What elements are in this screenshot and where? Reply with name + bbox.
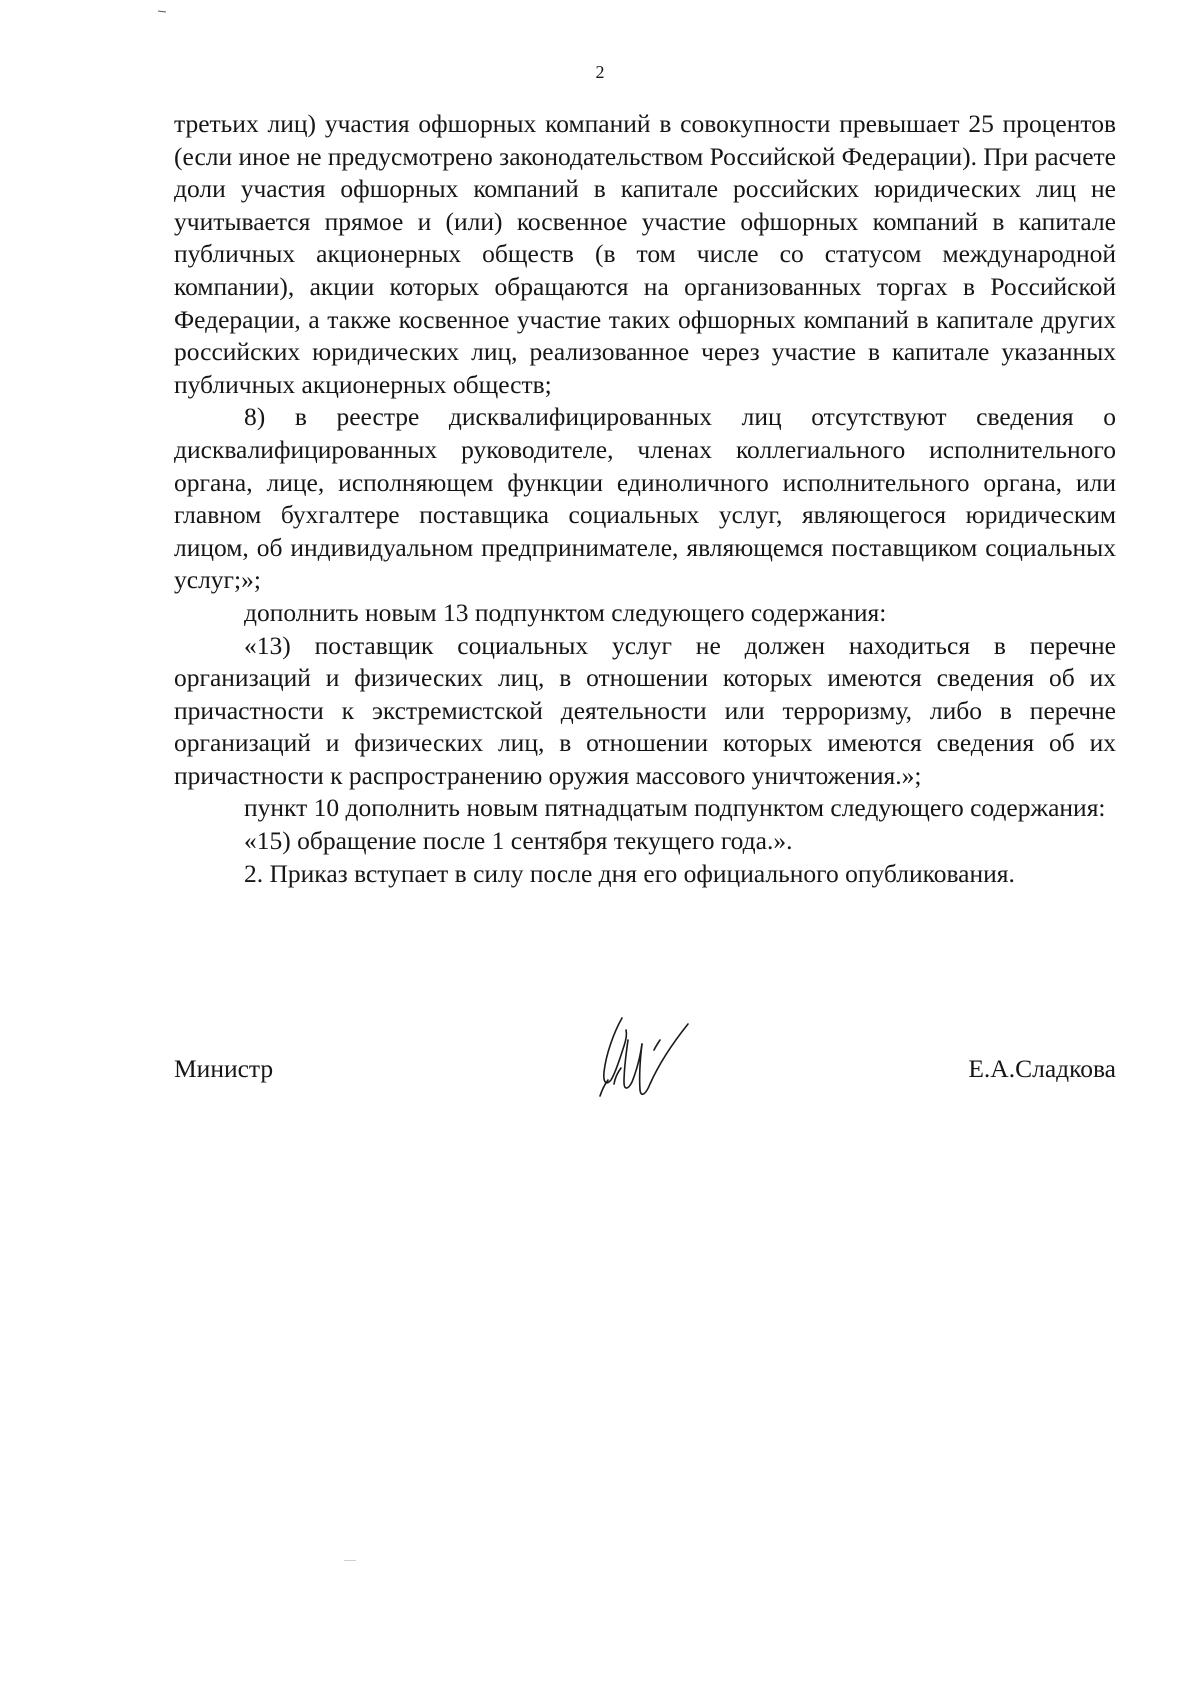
- signer-name: Е.А.Сладкова: [968, 1054, 1116, 1083]
- paragraph-point-2: 2. Приказ вступает в силу после дня его официального опубликования.: [244, 858, 1015, 888]
- paragraph-subitem-15: «15) обращение после 1 сентября текущего года.».: [244, 826, 793, 856]
- scan-artifact: [158, 0, 168, 3]
- paragraph-subitem-13: «13) поставщик социальных услуг не должен находиться в перечне организаций и физических лиц, в отношении которых имеются сведения об их причастности к экстремистской деятельности или терроризму, либо в перечне организаций и физических лиц, в отношении которых имеются сведения об их причастности к распространению оружия массового уничтожения.»;: [174, 630, 1116, 790]
- signer-title: Министр: [174, 1054, 274, 1083]
- paragraph-add-subitem-13: дополнить новым 13 подпунктом следующего содержания:: [244, 597, 887, 627]
- page-number: 2: [595, 62, 605, 82]
- scan-artifact: [344, 1560, 356, 1561]
- handwritten-signature: [584, 1010, 714, 1110]
- paragraph-point-10: пункт 10 дополнить новым пятнадцатым подпунктом следующего содержания:: [244, 793, 1106, 823]
- document-body: [174, 108, 1116, 890]
- paragraph-item-8: 8) в реестре дисквалифицированных лиц отсутствуют сведения о дисквалифицированных руководителе, членах коллегиального исполнительного органа, лице, исполняющем функции единоличного исполнительного органа, или главном бухгалтере поставщика социальных услуг, являющегося юридическим лицом, об индивидуальном предпринимателе, являющемся поставщиком социальных услуг;»;: [174, 402, 1116, 595]
- paragraph-continuation: третьих лиц) участия офшорных компаний в совокупности превышает 25 процентов (если иное не предусмотрено законодательством Российской Федерации). При расчете доли участия офшорных компаний в капитале российских юридических лиц не учитывается прямое и (или) косвенное участие офшорных компаний в капитале публичных акционерных обществ (в том числе со статусом международной компании), акции которых обращаются на организованных торгах в Российской Федерации, а также косвенное участие таких офшорных компаний в капитале других российских юридических лиц, реализованное через участие в капитале указанных публичных акционерных обществ;: [174, 109, 1116, 399]
